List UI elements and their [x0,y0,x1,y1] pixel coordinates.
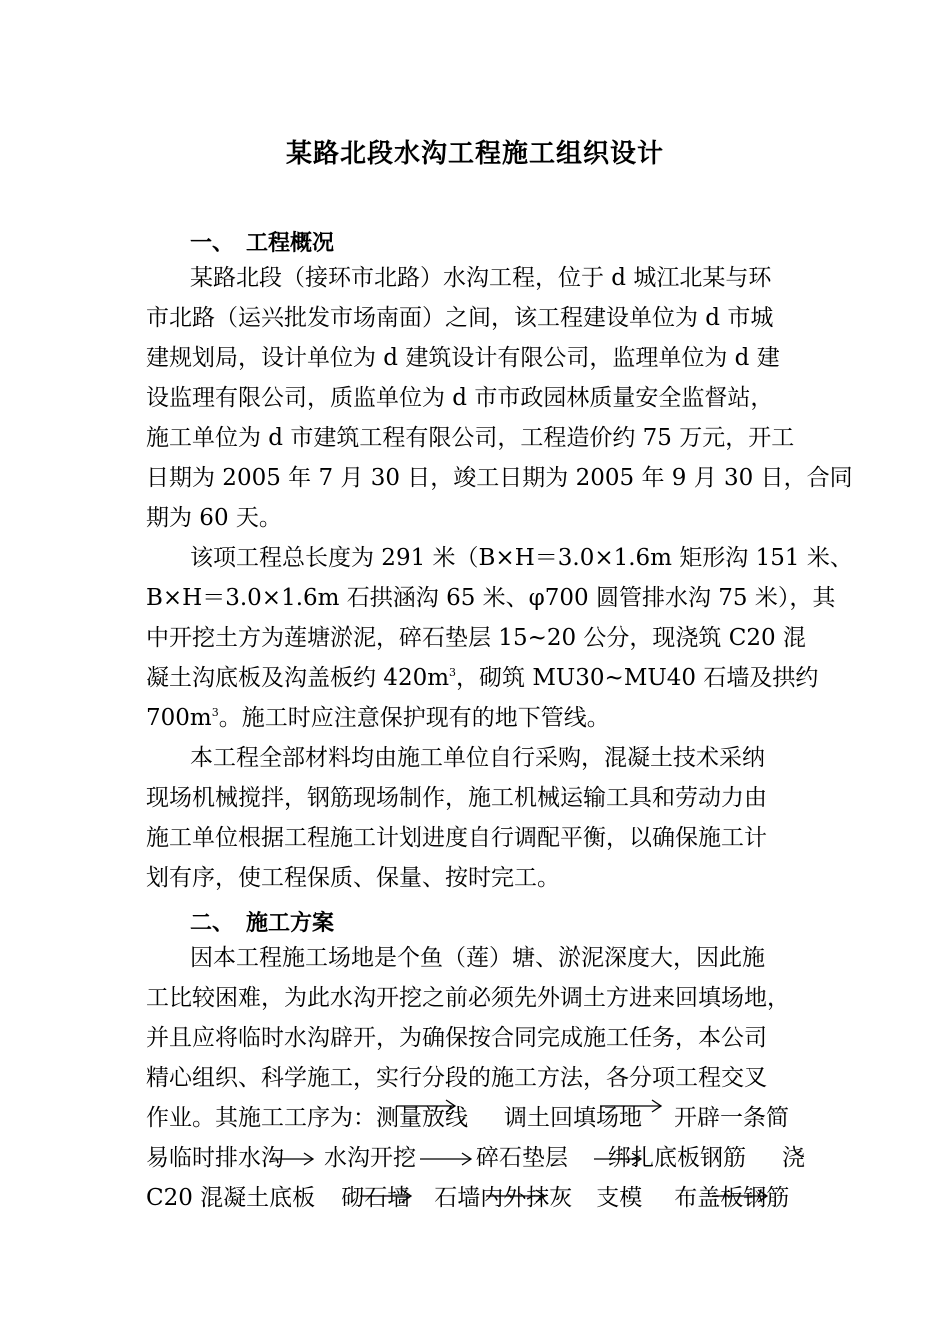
arrow-icon [420,1153,471,1165]
paragraph-line: B×H＝3.0×1.6m 石拱涵沟 65 米、φ700 圆管排水沟 75 米），其 [146,585,836,611]
paragraph-line: 中开挖土方为莲塘淤泥，碎石垫层 15~20 公分，现浇筑 C20 混 [146,625,806,651]
paragraph-line: 并且应将临时水沟辟开，为确保按合同完成施工任务，本公司 [146,1025,767,1051]
paragraph-line: 该项工程总长度为 291 米（B×H＝3.0×1.6m 矩形沟 151 米、 [190,545,853,571]
arrow-icon [396,1100,455,1112]
section-number: 一、 [190,231,235,256]
paragraph-line: 施工单位为 d 市建筑工程有限公司，工程造价约 75 万元，开工 [146,425,795,451]
superscript: 3 [211,706,219,719]
process-step: 碎石垫层 [476,1145,568,1171]
arrow-icon [712,1190,767,1202]
superscript: 3 [449,666,457,679]
process-step: 浇 [782,1145,805,1171]
process-step: 支模 [596,1185,643,1211]
paragraph-line: 本工程全部材料均由施工单位自行采购，混凝土技术采纳 [190,745,765,771]
arrow-icon [270,1153,313,1165]
process-step: 绑扎底板钢筋 [608,1145,746,1171]
section-number: 二、 [190,911,235,936]
process-step: 易临时排水沟 [146,1145,284,1171]
paragraph-line: 施工单位根据工程施工计划进度自行调配平衡，以确保施工计 [146,825,767,851]
paragraph-line: 划有序，使工程保质、保量、按时完工。 [146,865,560,891]
paragraph-line: 日期为 2005 年 7 月 30 日，竣工日期为 2005 年 9 月 30 日，合同 [146,465,853,491]
paragraph-line: 期为 60 天。 [146,505,282,531]
section-label: 工程概况 [246,231,335,256]
paragraph-line: 设监理有限公司，质监单位为 d 市市政园林质量安全监督站， [146,385,774,411]
arrow-icon [594,1153,641,1165]
process-step: 测量放线 [376,1105,468,1131]
text-run: 作业。其施工工序为： [146,1105,376,1131]
process-step: 水沟开挖 [324,1145,416,1171]
section-label: 施工方案 [246,911,335,936]
paragraph-line: 现场机械搅拌，钢筋现场制作，施工机械运输工具和劳动力由 [146,785,767,811]
arrow-icon [600,1100,661,1112]
arrow-icon [360,1190,411,1202]
text-run: ，砌筑 MU30~MU40 石墙及拱约 [456,665,819,691]
arrow-icon [486,1190,545,1202]
process-step: 布盖板钢筋 [674,1185,790,1211]
paragraph-line: 因本工程施工场地是个鱼（莲）塘、淤泥深度大，因此施 [190,945,765,971]
paragraph-line: 某路北段（接环市北路）水沟工程，位于 d 城江北某与环 [190,265,772,291]
process-step: 开辟一条简 [674,1105,789,1131]
process-step: 砌石墙 [341,1185,411,1211]
process-step: 石墙内外抹灰 [434,1185,573,1211]
paragraph-line: 精心组织、科学施工，实行分段的施工方法，各分项工程交叉 [146,1065,767,1091]
process-step: 调土回填场地 [504,1105,642,1131]
document-title: 某路北段水沟工程施工组织设计 [285,139,664,169]
process-step: C20 混凝土底板 [146,1185,316,1211]
paragraph-line: 工比较困难，为此水沟开挖之前必须先外调土方进来回填场地， [146,985,790,1011]
text-run: 。施工时应注意保护现有的地下管线。 [218,705,610,731]
paragraph-line: 市北路（运兴批发市场南面）之间，该工程建设单位为 d 市城 [146,305,774,331]
paragraph-line: 建规划局，设计单位为 d 建筑设计有限公司，监理单位为 d 建 [146,345,780,371]
text-run: 700m [146,705,212,731]
text-run: 凝土沟底板及沟盖板约 420m [146,665,450,691]
